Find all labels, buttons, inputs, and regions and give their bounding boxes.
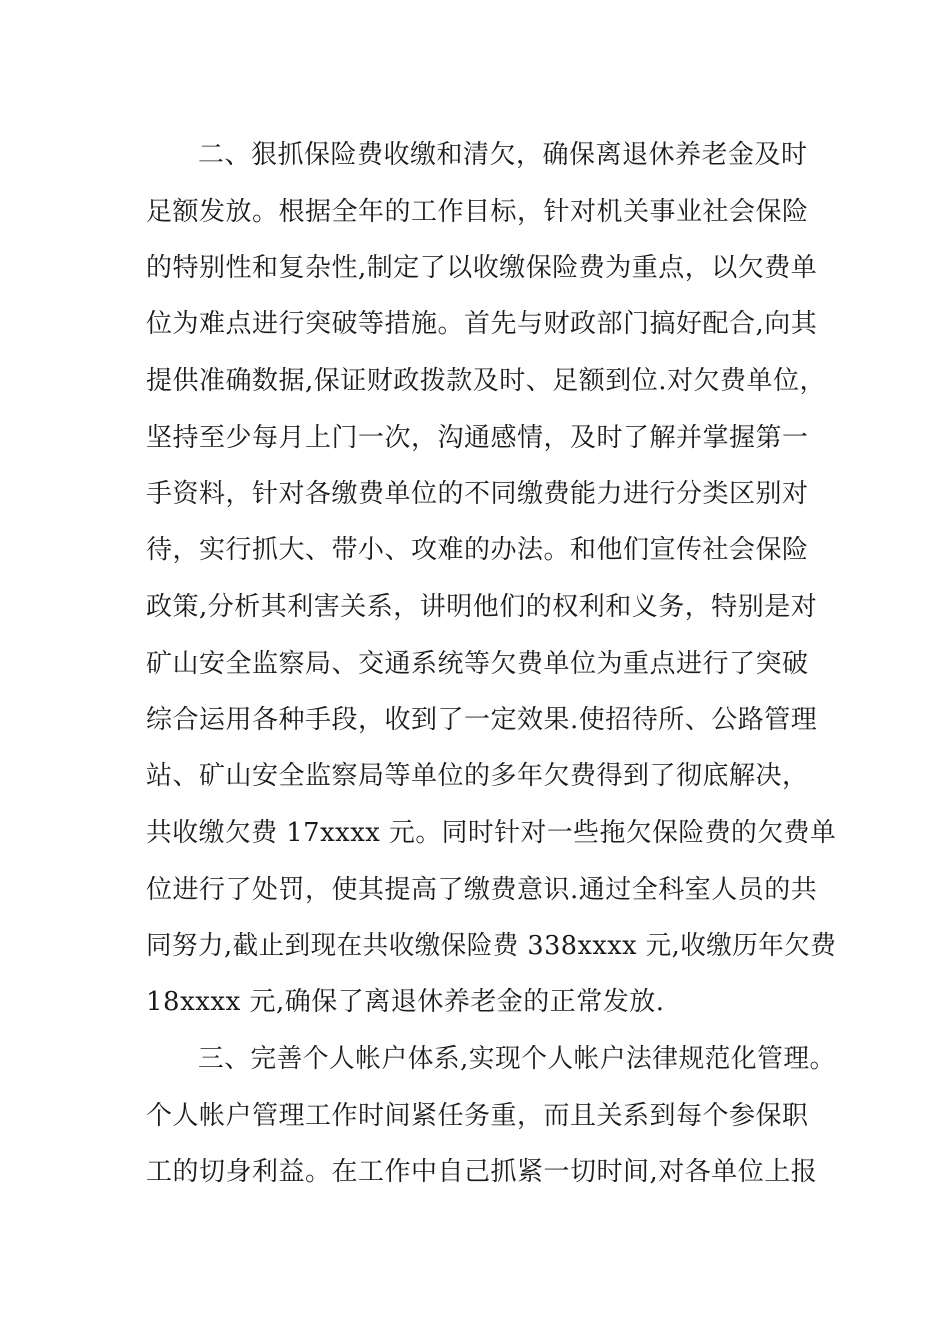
paragraph-line: 政策,分析其利害关系，讲明他们的权利和义务，特别是对 bbox=[146, 592, 818, 622]
paragraph-line: 18xxxx 元,确保了离退休养老金的正常发放. bbox=[146, 987, 665, 1017]
paragraph-line: 待，实行抓大、带小、攻难的办法。和他们宣传社会保险 bbox=[146, 535, 809, 565]
paragraph-line: 综合运用各种手段，收到了一定效果.使招待所、公路管理 bbox=[146, 705, 818, 735]
paragraph-line: 矿山安全监察局、交通系统等欠费单位为重点进行了突破 bbox=[146, 649, 809, 679]
paragraph-line: 提供准确数据,保证财政拨款及时、足额到位.对欠费单位， bbox=[146, 366, 827, 396]
paragraph-line: 站、矿山安全监察局等单位的多年欠费得到了彻底解决， bbox=[146, 761, 809, 791]
paragraph-line: 二、狠抓保险费收缴和清欠，确保离退休养老金及时 bbox=[198, 140, 808, 170]
paragraph-line: 足额发放。根据全年的工作目标，针对机关事业社会保险 bbox=[146, 197, 809, 227]
paragraph-line: 共收缴欠费 17xxxx 元。同时针对一些拖欠保险费的欠费单 bbox=[146, 818, 837, 848]
paragraph-line: 三、完善个人帐户体系,实现个人帐户法律规范化管理。 bbox=[198, 1044, 836, 1074]
paragraph-line: 坚持至少每月上门一次，沟通感情，及时了解并掌握第一 bbox=[146, 423, 809, 453]
paragraph-line: 同努力,截止到现在共收缴保险费 338xxxx 元,收缴历年欠费 bbox=[146, 931, 837, 961]
paragraph-line: 位进行了处罚，使其提高了缴费意识.通过全科室人员的共 bbox=[146, 875, 818, 905]
paragraph-line: 的特别性和复杂性,制定了以收缴保险费为重点，以欠费单 bbox=[146, 253, 818, 283]
paragraph-line: 手资料，针对各缴费单位的不同缴费能力进行分类区别对 bbox=[146, 479, 809, 509]
paragraph-line: 工的切身利益。在工作中自己抓紧一切时间,对各单位上报 bbox=[146, 1157, 818, 1187]
paragraph-line: 位为难点进行突破等措施。首先与财政部门搞好配合,向其 bbox=[146, 309, 818, 339]
paragraph-line: 个人帐户管理工作时间紧任务重，而且关系到每个参保职 bbox=[146, 1101, 809, 1131]
